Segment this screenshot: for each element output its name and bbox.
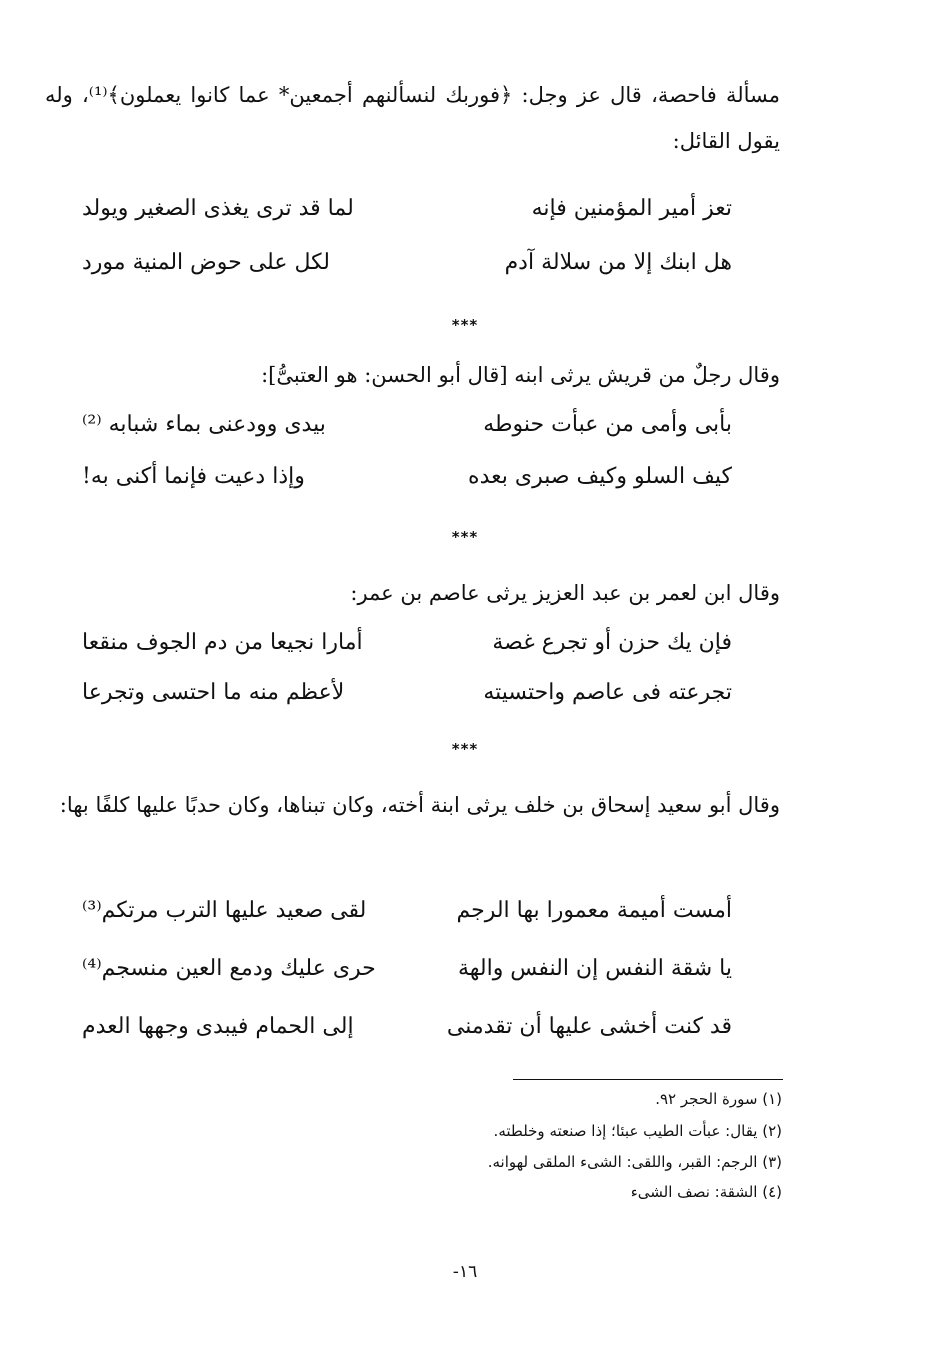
verse-hemistich-first: هل ابنك إلا من سلالة آدم xyxy=(504,250,732,275)
poem-3-verse-2 xyxy=(82,680,732,724)
verse-hemistich-second: إلى الحمام فيبدى وجهها العدم xyxy=(82,1014,354,1039)
verse-hemistich-second: حرى عليك ودمع العين منسجم⁽⁴⁾ xyxy=(82,956,376,981)
poem-2-verse-1 xyxy=(82,412,732,456)
footnote-2: (٢) يقال: عبأت الطيب عبئا؛ إذا صنعته وخلطته. xyxy=(493,1122,782,1140)
verse-hemistich-first: بأبى وأمى من عبأت حنوطه xyxy=(483,412,732,437)
paragraph-intro-4: وقال أبو سعيد إسحاق بن خلف يرثى ابنة أخته، وكان تبناها، وكان حدبًا عليها كلفًا بها: xyxy=(59,793,780,817)
verse-hemistich-first: فإن يك حزن أو تجرع غصة xyxy=(492,630,732,655)
verse-hemistich-second: لأعظم منه ما احتسى وتجرعا xyxy=(82,680,345,705)
verse-hemistich-second: لقى صعيد عليها الترب مرتكم⁽³⁾ xyxy=(82,898,367,923)
page-number: -١٦ xyxy=(452,1262,478,1282)
footnote-3: (٣) الرجم: القبر، واللقى: الشىء الملقى لهوانه. xyxy=(487,1153,782,1171)
poem-2-verse-2 xyxy=(82,464,732,508)
poem-1-verse-1 xyxy=(82,196,732,240)
verse-hemistich-first: أمست أميمة معمورا بها الرجم xyxy=(456,898,732,923)
verse-hemistich-second: أمارا نجيعا من دم الجوف منقعا xyxy=(82,630,363,655)
footnote-4: (٤) الشقة: نصف الشىء xyxy=(630,1183,782,1201)
verse-hemistich-first: تجرعته فى عاصم واحتسيته xyxy=(483,680,732,705)
paragraph-intro-1: مسألة فاحصة، قال عز وجل: ﴿فوربك لنسألنهم أجمعين* عما كانوا يعملون﴾⁽¹⁾، وله يقول القائل: xyxy=(45,83,780,153)
verse-hemistich-first: قد كنت أخشى عليها أن تقدمنى xyxy=(446,1014,732,1039)
section-separator: *** xyxy=(451,528,479,546)
poem-1-verse-2 xyxy=(82,250,732,294)
verse-hemistich-second: بيدى وودعنى بماء شبابه ⁽²⁾ xyxy=(82,412,326,437)
poem-3-verse-1 xyxy=(82,630,732,674)
verse-hemistich-second: لما قد ترى يغذى الصغير ويولد xyxy=(82,196,354,221)
verse-hemistich-first: تعز أمير المؤمنين فإنه xyxy=(531,196,732,221)
verse-hemistich-second: لكل على حوض المنية مورد xyxy=(82,250,330,275)
verse-hemistich-second: وإذا دعيت فإنما أكنى به! xyxy=(82,464,305,489)
poem-4-verse-3 xyxy=(82,1014,732,1058)
paragraph-intro-3: وقال ابن لعمر بن عبد العزيز يرثى عاصم بن عمر: xyxy=(350,581,780,605)
verse-hemistich-first: كيف السلو وكيف صبرى بعده xyxy=(468,464,732,489)
footnote-1: (١) سورة الحجر ٩٢. xyxy=(655,1090,782,1108)
footnote-divider xyxy=(513,1079,783,1080)
poem-4-verse-2 xyxy=(82,956,732,1000)
verse-hemistich-first: يا شقة النفس إن النفس والهة xyxy=(457,956,732,981)
section-separator: *** xyxy=(451,316,479,334)
section-separator: *** xyxy=(451,740,479,758)
poem-4-verse-1 xyxy=(82,898,732,942)
paragraph-intro-2: وقال رجلٌ من قريش يرثى ابنه [قال أبو الحسن: هو العتبىُّ]: xyxy=(261,363,780,387)
